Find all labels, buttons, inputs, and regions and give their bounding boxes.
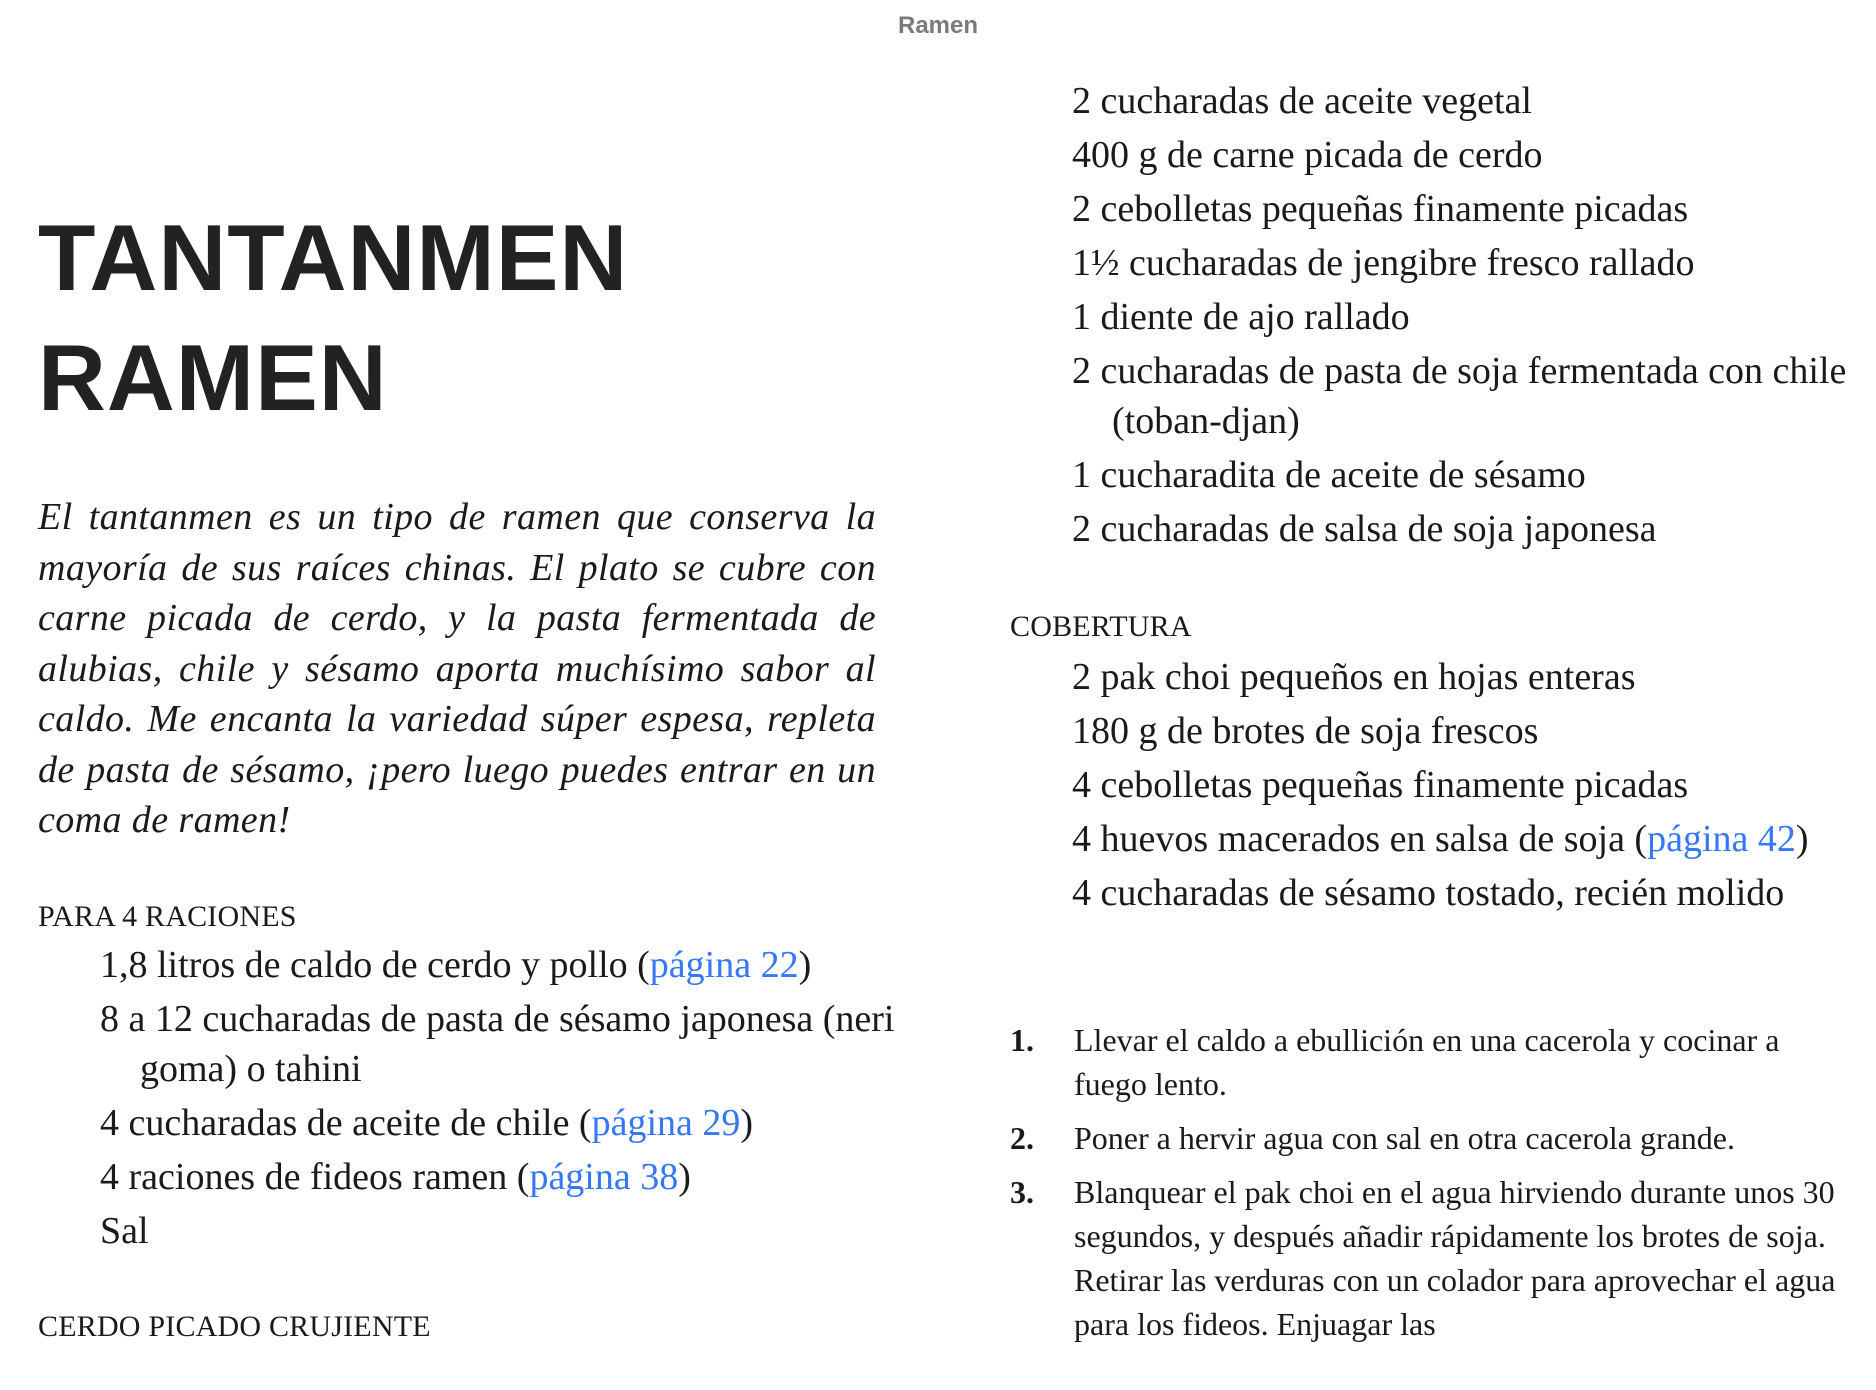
page-link[interactable]: página 38 (529, 1156, 679, 1198)
book-title[interactable]: Ramen (897, 12, 979, 39)
list-item: 2 cucharadas de salsa de soja japonesa (1072, 508, 1657, 550)
topping-ingredient-list (1072, 652, 1862, 922)
list-item: 2 cucharadas de aceite vegetal (1072, 80, 1532, 122)
step-item (1010, 1116, 1850, 1160)
page-link[interactable]: página 22 (649, 944, 799, 986)
list-item: 2 cucharadas de pasta de soja fermentada con chile (toban-djan) (1072, 350, 1847, 442)
list-item: Sal (100, 1210, 149, 1252)
servings-heading: PARA 4 RACIONES (38, 900, 297, 933)
recipe-title-line-2: RAMEN (38, 325, 388, 430)
reader-top-bar (0, 0, 1876, 52)
list-item: 4 cucharadas de aceite de chile (página 29) (100, 1102, 754, 1144)
method-steps (1010, 1018, 1850, 1356)
recipe-title (38, 198, 628, 438)
list-item: 2 pak choi pequeños en hojas enteras (1072, 656, 1636, 698)
list-item: 4 cebolletas pequeñas finamente picadas (1072, 764, 1689, 806)
list-item: 1½ cucharadas de jengibre fresco rallado (1072, 242, 1695, 284)
list-item: 400 g de carne picada de cerdo (1072, 134, 1543, 176)
topping-heading: COBERTURA (1010, 610, 1192, 643)
step-text: Llevar el caldo a ebullición en una cacerola y cocinar a fuego lento. (1074, 1022, 1780, 1102)
step-number: 1. (1010, 1022, 1034, 1058)
list-item: 4 cucharadas de sésamo tostado, recién molido (1072, 872, 1785, 914)
list-item: 4 huevos macerados en salsa de soja (página 42) (1072, 818, 1809, 860)
step-text: Poner a hervir agua con sal en otra cacerola grande. (1074, 1120, 1735, 1156)
list-item: 2 cebolletas pequeñas finamente picadas (1072, 188, 1689, 230)
list-item: 4 raciones de fideos ramen (página 38) (100, 1156, 691, 1198)
crispy-pork-ingredient-list (1072, 76, 1862, 558)
step-text: Blanquear el pak choi en el agua hirviendo durante unos 30 segundos, y después añadir rápidamente los brotes de soja. Retirar las verduras con un colador para aprovechar el agua para los fideos. Enjuagar las (1074, 1174, 1836, 1342)
recipe-intro: El tantanmen es un tipo de ramen que conserva la mayoría de sus raíces chinas. El plato se cubre con carne picada de cerdo, y la pasta fermentada de alubias, chile y sésamo aporta muchísimo sabor al caldo. Me encanta la variedad súper espesa, repleta de pasta de sésamo, ¡pero luego puedes entrar en un coma de ramen! (38, 496, 876, 841)
page-link[interactable]: página 42 (1647, 818, 1796, 860)
page-link[interactable]: página 29 (591, 1102, 741, 1144)
list-item: 8 a 12 cucharadas de pasta de sésamo japonesa (neri goma) o tahini (100, 998, 895, 1090)
servings-ingredient-list (100, 940, 900, 1260)
list-item: 180 g de brotes de soja frescos (1072, 710, 1539, 752)
list-item: 1 cucharadita de aceite de sésamo (1072, 454, 1586, 496)
step-number: 3. (1010, 1174, 1034, 1210)
list-item: 1 diente de ajo rallado (1072, 296, 1410, 338)
step-number: 2. (1010, 1120, 1034, 1156)
crispy-pork-heading: CERDO PICADO CRUJIENTE (38, 1310, 431, 1343)
recipe-title-line-1: TANTANMEN (38, 205, 629, 310)
step-item (1010, 1170, 1850, 1346)
list-item: 1,8 litros de caldo de cerdo y pollo (página 22) (100, 944, 812, 986)
step-item (1010, 1018, 1850, 1106)
